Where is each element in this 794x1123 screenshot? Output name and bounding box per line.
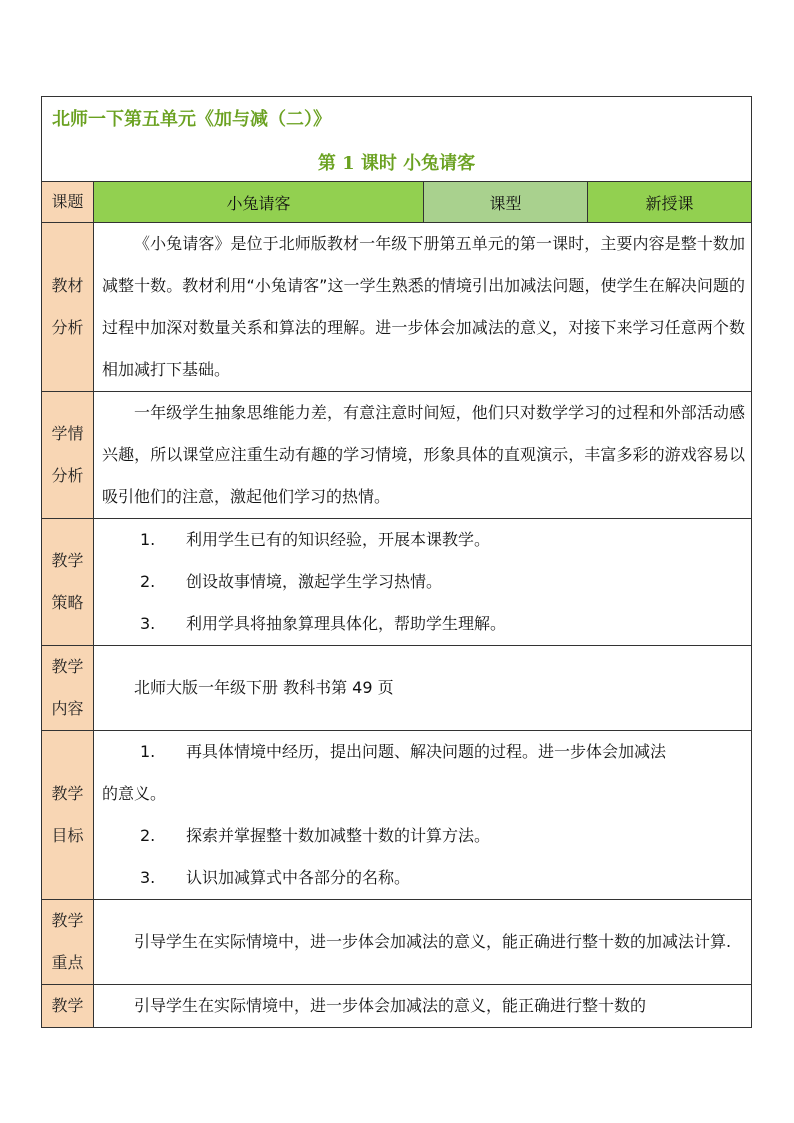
lesson-plan-table bbox=[41, 96, 752, 1028]
strategy-row bbox=[42, 519, 752, 646]
students-label: 学情 分析 bbox=[42, 392, 94, 519]
list-item: 3. 利用学具将抽象算理具体化，帮助学生理解。 bbox=[140, 614, 507, 633]
unit-title: 北师一下第五单元《加与减（二）》 bbox=[52, 109, 331, 130]
goals-list bbox=[94, 731, 752, 900]
key-points-text: 引导学生在实际情境中，进一步体会加减法的意义，能正确进行整十数的加减法计算. bbox=[94, 900, 752, 985]
list-item-continuation: 的意义。 bbox=[102, 784, 167, 803]
info-row bbox=[42, 182, 752, 223]
content-row bbox=[42, 646, 752, 731]
difficulty-label: 教学 bbox=[42, 985, 94, 1028]
header-cell bbox=[42, 97, 752, 182]
difficulty-text: 引导学生在实际情境中，进一步体会加减法的意义，能正确进行整十数的 bbox=[94, 985, 752, 1028]
type-value: 新授课 bbox=[588, 182, 752, 223]
list-item: 1. 利用学生已有的知识经验，开展本课教学。 bbox=[140, 530, 491, 549]
material-text: 《小兔请客》是位于北师版教材一年级下册第五单元的第一课时，主要内容是整十数加减整十数。教材利用“小兔请客”这一学生熟悉的情境引出加减法问题，使学生在解决问题的过程中加深对数量关系和算法的理解。进一步体会加减法的意义，对接下来学习任意两个数相加减打下基础。 bbox=[94, 223, 752, 392]
content-label: 教学 内容 bbox=[42, 646, 94, 731]
topic-label: 课题 bbox=[42, 182, 94, 223]
header-row bbox=[42, 97, 752, 182]
type-label: 课型 bbox=[424, 182, 588, 223]
list-item: 3. 认识加减算式中各部分的名称。 bbox=[140, 868, 411, 887]
students-row bbox=[42, 392, 752, 519]
goals-label: 教学 目标 bbox=[42, 731, 94, 900]
key-points-row bbox=[42, 900, 752, 985]
strategy-label: 教学 策略 bbox=[42, 519, 94, 646]
material-label: 教材 分析 bbox=[42, 223, 94, 392]
lesson-title: 第 1 课时 小兔请客 bbox=[317, 153, 476, 174]
key-points-label: 教学 重点 bbox=[42, 900, 94, 985]
list-item: 2. 探索并掌握整十数加减整十数的计算方法。 bbox=[140, 826, 491, 845]
difficulty-row bbox=[42, 985, 752, 1028]
content-text: 北师大版一年级下册 教科书第 49 页 bbox=[94, 646, 752, 731]
students-text: 一年级学生抽象思维能力差，有意注意时间短，他们只对数学学习的过程和外部活动感兴趣，所以课堂应注重生动有趣的学习情境，形象具体的直观演示，丰富多彩的游戏容易以吸引他们的注意，激起他们学习的热情。 bbox=[94, 392, 752, 519]
list-item: 1. 再具体情境中经历，提出问题、解决问题的过程。进一步体会加减法 bbox=[140, 742, 667, 761]
topic-value: 小兔请客 bbox=[94, 182, 424, 223]
strategy-list bbox=[94, 519, 752, 646]
material-row bbox=[42, 223, 752, 392]
goals-row bbox=[42, 731, 752, 900]
list-item: 2. 创设故事情境，激起学生学习热情。 bbox=[140, 572, 443, 591]
